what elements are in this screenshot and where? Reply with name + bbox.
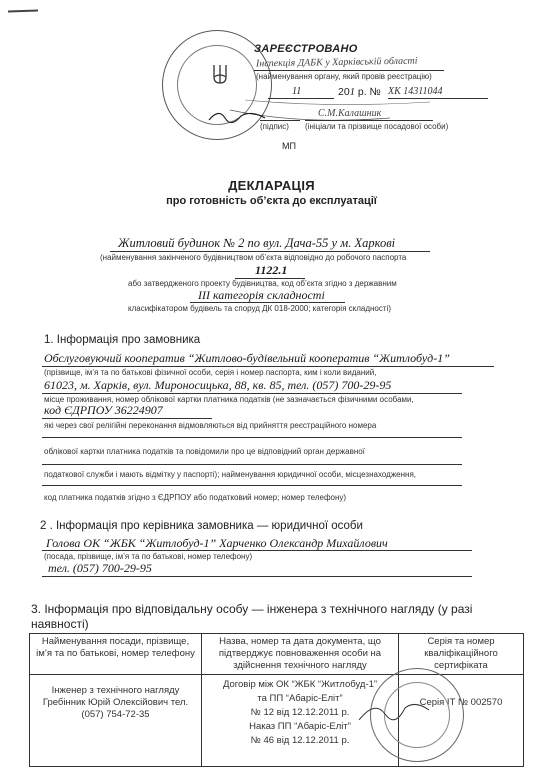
object-code: 1122.1	[255, 263, 288, 277]
registered-stamp-title: ЗАРЕЄСТРОВАНО	[254, 43, 358, 55]
registration-organ: Інспекція ДАБК у Харківській області	[255, 55, 418, 70]
cell-document: Договір між ОК “ЖБК “Житлобуд-1” та ПП “Абаріс-Еліт” № 12 від 12.12.2011 р. Наказ ПП “Абаріс-Еліт” № 46 від 12.12.2011 р.	[202, 675, 399, 767]
customer-caption-4: облікової картки платника податків та повідомили про це відповідний орган державної	[44, 447, 365, 456]
signature-caption: (підпис)	[260, 122, 289, 131]
document-title: ДЕКЛАРАЦІЯ	[228, 178, 315, 193]
section3-heading-line1: 3. Інформація про відповідальну особу — інженера з технічного нагляду (у разі	[31, 602, 473, 616]
customer-caption-3: які через свої релігійні переконання відмовляються від прийняття реєстраційного номера	[44, 421, 377, 430]
registration-day: 11	[292, 86, 302, 97]
head-name: Голова ОК “ЖБК “Житлобуд-1” Харченко Олександр Михайлович	[46, 536, 388, 550]
column-document: Назва, номер та дата документа, що підтверджує повноваження особи на здійснення технічного нагляду	[202, 634, 399, 675]
customer-caption-6: код платника податків згідно з ЄДРПОУ або податковий номер; номер телефону)	[44, 493, 347, 502]
customer-edrpou: код ЄДРПОУ 36224907	[44, 403, 163, 417]
section3-heading-line2: наявності)	[31, 617, 89, 631]
registration-number: ХК 14311044	[388, 86, 443, 97]
initials-caption: (ініціали та прізвище посадової особи)	[305, 122, 449, 131]
object-name: Житловий будинок № 2 по вул. Дача-55 у м. Харкові	[118, 236, 396, 250]
object-code-caption: або затвердженого проекту будівництва, код об’єкта згідно з державним	[128, 279, 397, 288]
mp-label: МП	[282, 141, 296, 151]
column-person: Найменування посади, прізвище, ім’я та по батькові, номер телефону	[30, 634, 202, 675]
section1-heading: 1. Інформація про замовника	[44, 334, 201, 346]
cell-person: Інженер з технічного нагляду Гребінник Юрій Олексійович тел. (057) 754-72-35	[30, 675, 202, 767]
object-name-caption: (найменування закінченого будівництвом об’єкта відповідно до робочого паспорта	[100, 253, 407, 262]
customer-caption-2: місце проживання, номер облікової картки платника податків (не зазначається фізичними особами,	[44, 395, 414, 404]
customer-name: Обслуговуючий кооператив “Житлово-будівельний кооператив “Житлобуд-1”	[44, 351, 450, 365]
customer-address: 61023, м. Харків, вул. Мироносицька, 88, кв. 85, тел. (057) 700-29-95	[44, 378, 392, 392]
head-phone: тел. (057) 700-29-95	[48, 561, 152, 575]
object-category: ІІІ категорія складності	[198, 288, 325, 302]
customer-caption-1: (прізвище, ім’я та по батькові фізичної особи, серія і номер паспорта, ким і коли виданий,	[44, 368, 377, 377]
cell-certificate: Серія IT № 002570	[399, 675, 524, 767]
document-subtitle: про готовність об’єкта до експлуатації	[166, 195, 377, 207]
official-initials: С.М.Калашник	[318, 108, 382, 119]
head-caption: (посада, прізвище, ім’я та по батькові, номер телефону)	[44, 552, 253, 561]
customer-caption-5: податкової служби і мають відмітку у паспорті); найменування юридичної особи, місцезнаходження,	[44, 470, 417, 479]
column-certificate: Серія та номер кваліфікаційного сертифіката	[399, 634, 524, 675]
object-category-caption: класифікатором будівель та споруд ДК 018-2000; категорія складності)	[128, 304, 391, 313]
seal-signature	[355, 690, 435, 730]
organ-caption: (найменування органу, який провів реєстрацію)	[256, 72, 432, 81]
section2-heading: 2 . Інформація про керівника замовника — юридичної особи	[40, 520, 363, 532]
registration-year: 201 р. №	[338, 86, 381, 98]
